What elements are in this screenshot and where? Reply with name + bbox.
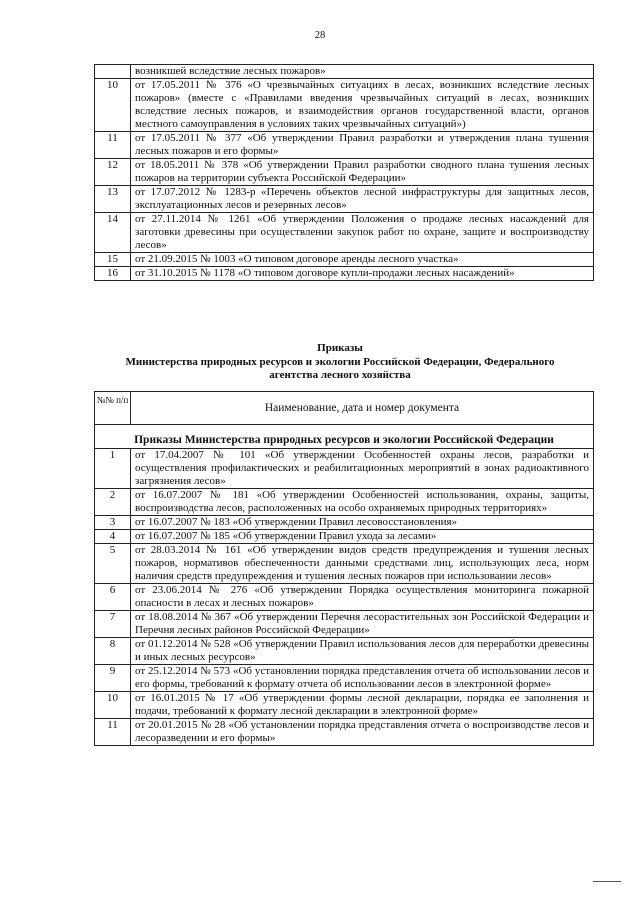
row-number: 10 <box>95 692 131 719</box>
table-row <box>95 530 594 544</box>
page-number: 28 <box>314 30 326 41</box>
heading-line-3: агентства лесного хозяйства <box>269 369 411 381</box>
table-row <box>95 65 594 79</box>
document-title: от 17.07.2012 № 1283-р «Перечень объектов лесной инфраструктуры для защитных лесов, эксплуатационных лесов и резервных лесов» <box>131 186 594 213</box>
row-number: 2 <box>95 489 131 516</box>
row-number: 13 <box>95 186 131 213</box>
table-row <box>95 638 594 665</box>
row-number: 6 <box>95 584 131 611</box>
section-heading <box>60 342 620 383</box>
document-title: от 17.05.2011 № 376 «О чрезвычайных ситуациях в лесах, возникших вследствие лесных пожаров» (вместе с «Правилами введения чрезвычайных ситуаций в лесах, возникших вследствие лесных пожаров, и взаимодействия органов государственной власти, органов местного самоуправления в условиях таких чрезвычайных ситуаций») <box>131 79 594 132</box>
document-title: от 23.06.2014 № 276 «Об утверждении Порядка осуществления мониторинга пожарной опасности в лесах и лесных пожаров» <box>131 584 594 611</box>
table-row <box>95 253 594 267</box>
section-title: Приказы Министерства природных ресурсов и экологии Российской Федерации <box>95 425 594 449</box>
document-title: от 18.05.2011 № 378 «Об утверждении Правил разработки сводного плана тушения лесных пожаров на территории субъекта Российской Федерации» <box>131 159 594 186</box>
table-row <box>95 449 594 489</box>
column-header-name: Наименование, дата и номер документа <box>131 392 594 425</box>
document-title: от 16.07.2007 № 181 «Об утверждении Особенностей использования, охраны, защиты, воспроизводства лесов, расположенных на особо охраняемых природных территориях» <box>131 489 594 516</box>
table-row <box>95 132 594 159</box>
document-title: от 28.03.2014 № 161 «Об утверждении видов средств предупреждения и тушения лесных пожаров, нормативов обеспеченности данными средствами лиц, использующих леса, норм наличия средств предупреждения и тушения лесных пожаров при использовании лесов» <box>131 544 594 584</box>
row-number: 14 <box>95 213 131 253</box>
document-title: от 18.08.2014 № 367 «Об утверждении Перечня лесорастительных зон Российской Федерации и Перечня лесных районов Российской Федерации» <box>131 611 594 638</box>
document-title: от 25.12.2014 № 573 «Об установлении порядка представления отчета об использовании лесов и его формы, требований к формату отчета об использовании лесов в электронной форме» <box>131 665 594 692</box>
document-title: от 20.01.2015 № 28 «Об установлении порядка представления отчета о воспроизводстве лесов и лесоразведении и его формы» <box>131 719 594 746</box>
document-title: от 01.12.2014 № 528 «Об утверждении Правил использования лесов для переработки древесины и иных лесных ресурсов» <box>131 638 594 665</box>
table-row <box>95 692 594 719</box>
table-row <box>95 665 594 692</box>
document-title: от 16.01.2015 № 17 «Об утверждении формы лесной декларации, порядка ее заполнения и подачи, требований к формату лесной декларации в электронной форме» <box>131 692 594 719</box>
table-row <box>95 516 594 530</box>
table-row <box>95 186 594 213</box>
column-header-number: №№ п/п <box>95 392 131 425</box>
table-row <box>95 584 594 611</box>
document-title: от 17.04.2007 № 101 «Об утверждении Особенностей охраны лесов, разработки и осуществления профилактических и реабилитационных мероприятий в зонах радиоактивного загрязнения лесов» <box>131 449 594 489</box>
row-number: 11 <box>95 719 131 746</box>
row-number: 8 <box>95 638 131 665</box>
row-number: 11 <box>95 132 131 159</box>
document-title: от 27.11.2014 № 1261 «Об утверждении Положения о продаже лесных насаждений для заготовки древесины при осуществлении закупок работ по охране, защите и воспроизводству лесов» <box>131 213 594 253</box>
row-number: 12 <box>95 159 131 186</box>
document-title: от 16.07.2007 № 183 «Об утверждении Правил лесовосстановления» <box>131 516 594 530</box>
table-row <box>95 79 594 132</box>
table-row <box>95 719 594 746</box>
document-title: возникшей вследствие лесных пожаров» <box>131 65 594 79</box>
heading-line-2: Министерства природных ресурсов и экологии Российской Федерации, Федерального <box>125 355 555 368</box>
table-row <box>95 544 594 584</box>
footer-divider <box>593 881 621 882</box>
table-header-row <box>95 392 594 425</box>
row-number: 4 <box>95 530 131 544</box>
section-row <box>95 425 594 449</box>
row-number: 1 <box>95 449 131 489</box>
document-title: от 17.05.2011 № 377 «Об утверждении Правил разработки и утверждения плана тушения лесных пожаров и его формы» <box>131 132 594 159</box>
row-number <box>95 65 131 79</box>
row-number: 15 <box>95 253 131 267</box>
document-title: от 16.07.2007 № 185 «Об утверждении Правил ухода за лесами» <box>131 530 594 544</box>
table-row <box>95 267 594 281</box>
row-number: 3 <box>95 516 131 530</box>
row-number: 10 <box>95 79 131 132</box>
heading-line-1: Приказы <box>317 342 363 354</box>
table-row <box>95 159 594 186</box>
government-decrees-table <box>94 64 594 281</box>
table-row <box>95 213 594 253</box>
row-number: 7 <box>95 611 131 638</box>
document-title: от 21.09.2015 № 1003 «О типовом договоре аренды лесного участка» <box>131 253 594 267</box>
row-number: 9 <box>95 665 131 692</box>
row-number: 16 <box>95 267 131 281</box>
table-row <box>95 611 594 638</box>
table-row <box>95 489 594 516</box>
ministry-orders-table <box>94 391 594 746</box>
document-title: от 31.10.2015 № 1178 «О типовом договоре купли-продажи лесных насаждений» <box>131 267 594 281</box>
row-number: 5 <box>95 544 131 584</box>
